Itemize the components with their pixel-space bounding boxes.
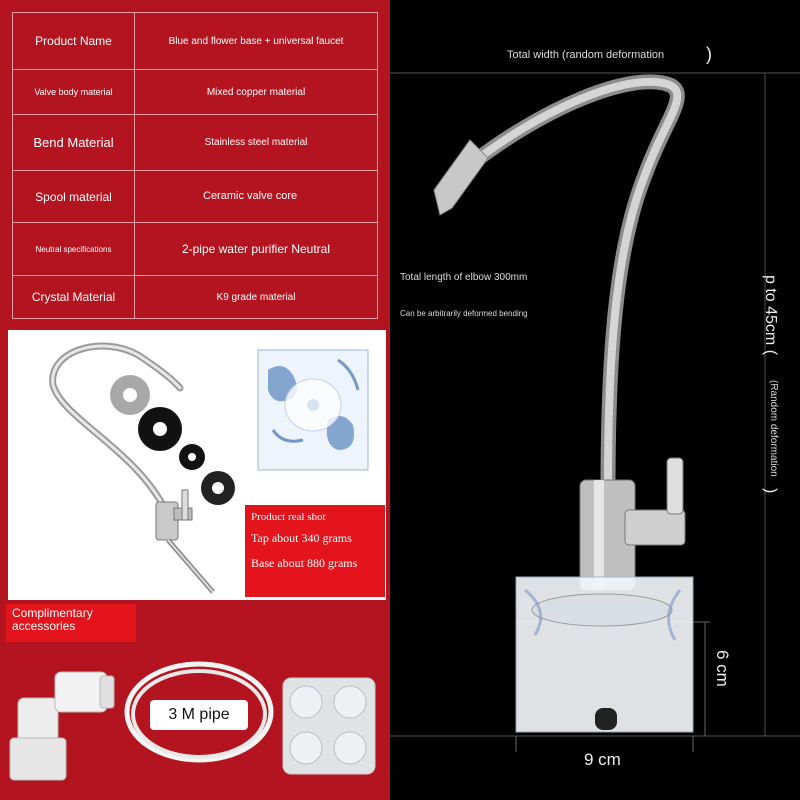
spec-value: 2-pipe water purifier Neutral <box>135 223 378 276</box>
product-shot-note <box>245 505 385 597</box>
spec-value: Blue and flower base + universal faucet <box>135 13 378 70</box>
spec-row <box>13 223 378 276</box>
spec-row <box>13 13 378 70</box>
shot-note-title: Product real shot <box>251 511 326 523</box>
bumper-pads-icon <box>283 678 375 774</box>
spec-row <box>13 276 378 319</box>
total-width-paren: ) <box>706 44 712 64</box>
spec-key: Spool material <box>13 171 135 223</box>
spec-key: Product Name <box>13 13 135 70</box>
spec-row <box>13 70 378 115</box>
spec-key: Neutral specifications <box>13 223 135 276</box>
pipe-label: 3 M pipe <box>150 700 248 730</box>
height-range-label: p to 45cm ( <box>762 275 779 356</box>
base-width-label: 9 cm <box>584 750 621 769</box>
elbow-fitting-icon <box>10 672 114 780</box>
height-note-paren: ) <box>762 488 779 494</box>
spec-row <box>13 171 378 223</box>
faucet-image <box>390 0 800 800</box>
height-note-label: (Random deformation <box>768 380 779 477</box>
tap-weight: Tap about 340 grams <box>251 531 352 545</box>
spec-key: Bend Material <box>13 115 135 171</box>
bend-note-label: Can be arbitrarily deformed bending <box>400 309 528 318</box>
elbow-length-label: Total length of elbow 300mm <box>400 272 528 283</box>
left-panel <box>0 0 390 800</box>
right-panel <box>390 0 800 800</box>
base-weight: Base about 880 grams <box>251 556 358 570</box>
spec-value: K9 grade material <box>135 276 378 319</box>
spec-row <box>13 115 378 171</box>
spec-value: Ceramic valve core <box>135 171 378 223</box>
accessories-badge: Complimentary accessories <box>6 604 136 642</box>
base-height-label: 6 cm <box>713 650 732 687</box>
spec-value: Mixed copper material <box>135 70 378 115</box>
total-width-label: Total width (random deformation <box>507 49 665 61</box>
spec-key: Crystal Material <box>13 276 135 319</box>
spec-value: Stainless steel material <box>135 115 378 171</box>
spec-key: Valve body material <box>13 70 135 115</box>
spec-table <box>12 12 378 319</box>
